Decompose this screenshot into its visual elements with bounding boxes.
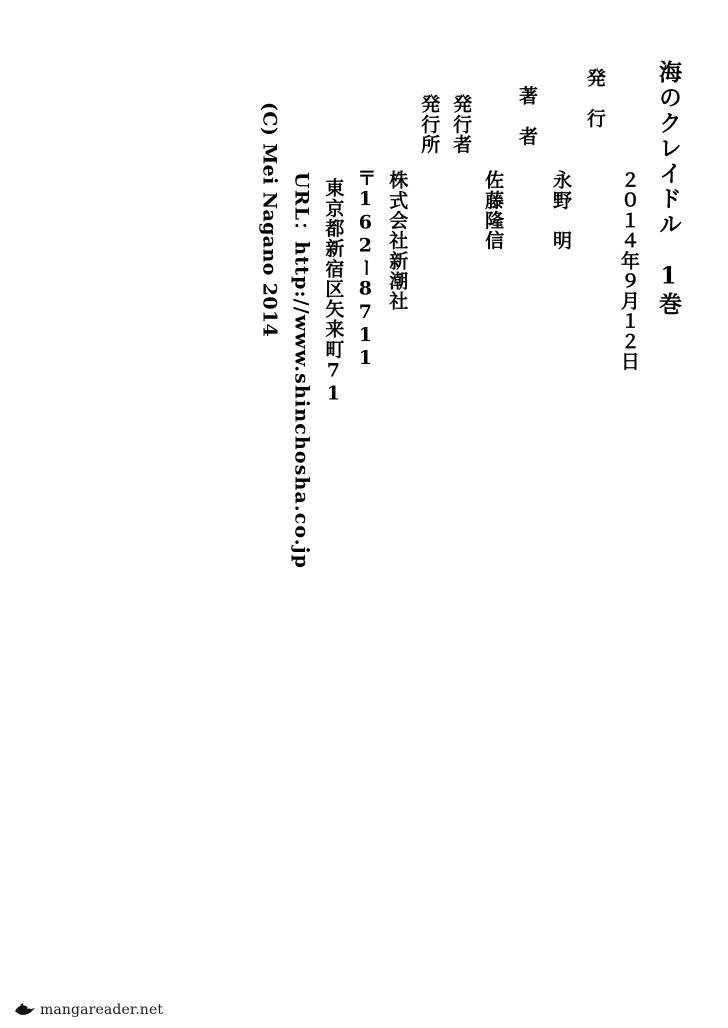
publisher-address: 東京都新宿区矢来町71: [322, 178, 345, 406]
bird-icon: [14, 1002, 36, 1018]
author-value: 永野 明: [549, 170, 572, 251]
publisher-label: 発行所: [418, 94, 441, 155]
colophon-block: [237, 60, 680, 620]
book-title: 海のクレイドル 1巻: [655, 60, 682, 317]
copyright-line: (C) Mei Nagano 2014: [258, 102, 281, 338]
watermark: [14, 1002, 163, 1018]
publication-date-value: ２０１４年９月１２日: [617, 170, 640, 372]
publisher-url: URL：http://www.shinchosha.co.jp: [290, 172, 313, 570]
publisher-person-value: 佐藤隆信: [482, 170, 505, 251]
publisher-postal-code: 〒162ー8711: [354, 168, 377, 371]
publication-date-label: 発 行: [583, 68, 606, 129]
publisher-name-value: 株式会社新潮社: [386, 170, 409, 311]
author-label: 著 者: [516, 86, 539, 147]
watermark-text: mangareader.net: [40, 1002, 164, 1018]
publisher-person-label: 発行者: [450, 94, 473, 155]
